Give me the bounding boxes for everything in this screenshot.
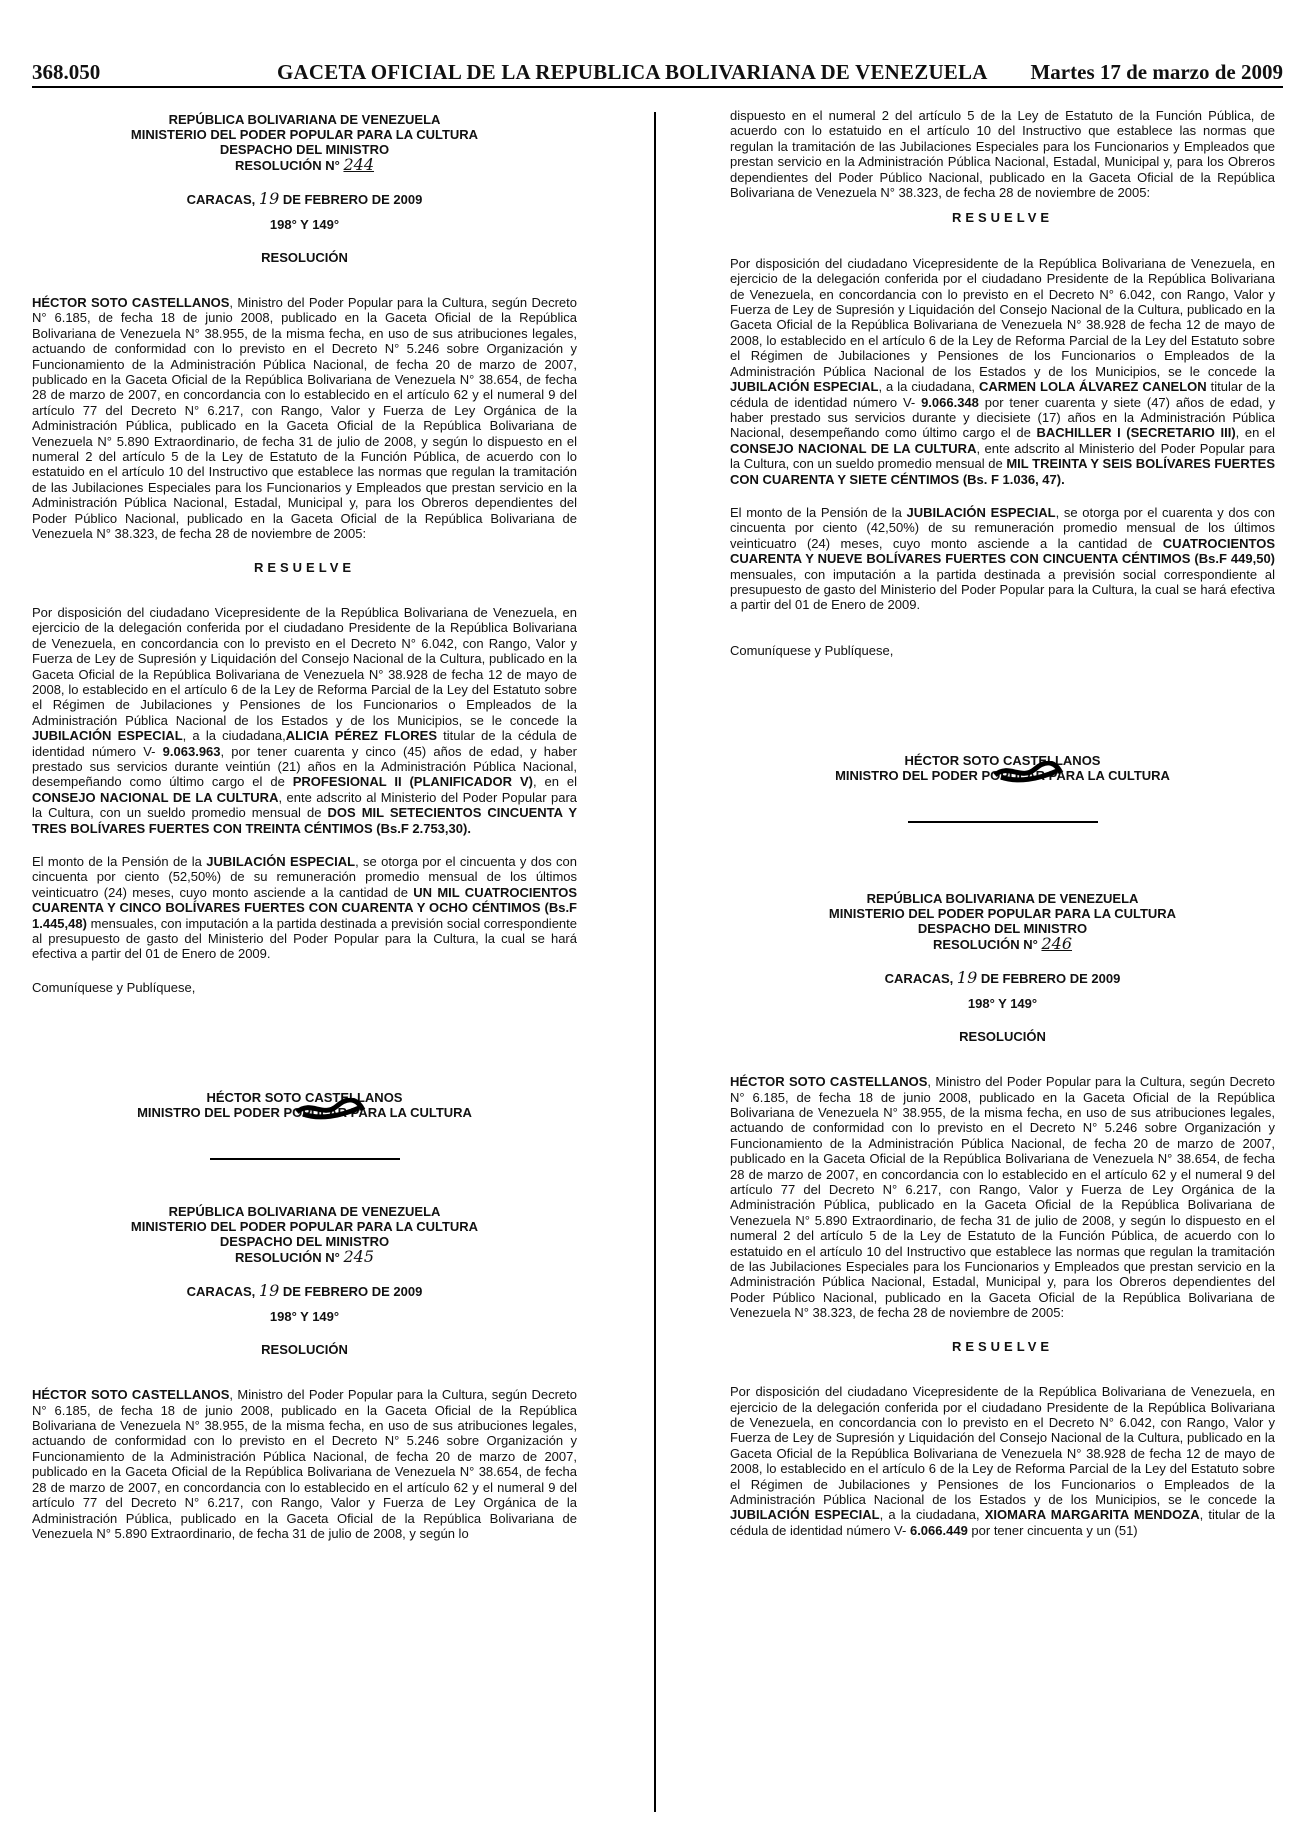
republic-line: REPÚBLICA BOLIVARIANA DE VENEZUELA	[168, 1204, 441, 1220]
ministry-line: MINISTERIO DEL PODER POPULAR PARA LA CULTURA	[828, 906, 1177, 922]
resolution-245-continued	[730, 108, 1275, 823]
resolution-number: RESOLUCIÓN N° 245	[234, 1247, 375, 1267]
resuelve-heading: RESUELVE	[253, 559, 356, 575]
closing-line: Comuníquese y Publíquese,	[32, 979, 196, 995]
right-column	[730, 108, 1275, 1538]
resolution-heading: RESOLUCIÓN	[261, 250, 348, 265]
signatory-title: MINISTRO DEL PODER POPULAR PARA LA CULTURA	[835, 768, 1170, 784]
resolution-body: Por disposición del ciudadano Vicepresidente de la República Bolivariana de Venezuela, en ejercicio de la delegación conferida por el ciudadano Presidente de la República Bolivariana de Venezuela, en concordancia con lo previsto en el Decreto N° 6.042, con Rango, Valor y Fuerza de Ley de Supresión y Liquidación del Consejo Nacional de la Cultura, publicado en la Gaceta Oficial de la República Bolivariana de Venezuela N° 38.928 de fecha 12 de mayo de 2008, lo establecido en el artículo 6 de la Ley de Reforma Parcial de la Ley del Estatuto sobre el Régimen de Jubilaciones y Pensiones de los Funcionarios o Empleados de la Administración Pública Nacional de los Estados y de los Municipios, se le concede la JUBILACIÓN ESPECIAL, a la ciudadana, CARMEN LOLA ÁLVAREZ CANELON titular de la cédula de identidad número V- 9.066.348 por tener cuarenta y siete (47) años de edad, y haber prestado sus servicios durante y diecisiete (17) años en la Administración Pública Nacional, desempeñando como último cargo el de BACHILLER I (SECRETARIO III), en el CONSEJO NACIONAL DE LA CULTURA, ente adscrito al Ministerio del Poder Popular para la Cultura, con un sueldo promedio mensual de MIL TREINTA Y SEIS BOLÍVARES FUERTES CON CUARENTA Y SIETE CÉNTIMOS (Bs. F 1.036, 47).	[730, 255, 1276, 487]
years: 198° Y 149°	[269, 1309, 340, 1325]
resuelve-heading: RESUELVE	[951, 1338, 1054, 1354]
gazette-title: GACETA OFICIAL DE LA REPUBLICA BOLIVARIANA DE VENEZUELA	[277, 60, 988, 84]
signature-block	[730, 753, 1275, 783]
signature-scribble	[991, 761, 1065, 783]
handwritten-number: 244	[343, 155, 375, 174]
left-column	[32, 112, 577, 1541]
resolution-heading: RESOLUCIÓN	[261, 1342, 348, 1358]
office-line: DESPACHO DEL MINISTRO	[219, 142, 390, 157]
ministry-line: MINISTERIO DEL PODER POPULAR PARA LA CULTURA	[130, 127, 479, 142]
signatory-title: MINISTRO DEL PODER POPULAR PARA LA CULTURA	[137, 1105, 472, 1121]
signatory-name: HÉCTOR SOTO CASTELLANOS	[904, 753, 1101, 769]
preamble: HÉCTOR SOTO CASTELLANOS, Ministro del Poder Popular para la Cultura, según Decreto N° 6.185, de fecha 18 de junio 2008, publicado en la Gaceta Oficial de la República Bolivariana de Venezuela N° 38.955, de la misma fecha, en uso de sus atribuciones legales, actuando de conformidad con lo previsto en el Decreto N° 5.246 sobre Organización y Funcionamiento de la Administración Pública Nacional, de fecha 20 de marzo de 2007, publicado en la Gaceta Oficial de la República Bolivariana de Venezuela N° 38.654, de fecha 28 de marzo de 2007, en concordancia con lo establecido en el artículo 62 y el numeral 9 del artículo 77 del Decreto N° 6.217, con Rango, Valor y Fuerza de Ley Orgánica de la Administración Pública, publicado en la Gaceta Oficial de la República Bolivariana de Venezuela N° 5.890 Extraordinario, de fecha 31 de julio de 2008, y según lo	[32, 1387, 577, 1541]
place-date: CARACAS, 19 DE FEBRERO DE 2009	[186, 189, 423, 208]
handwritten-day: 19	[258, 1281, 280, 1301]
resolution-body: Por disposición del ciudadano Vicepresidente de la República Bolivariana de Venezuela, en ejercicio de la delegación conferida por el ciudadano Presidente de la República Bolivariana de Venezuela, en concordancia con lo previsto en el Decreto N° 6.042, con Rango, Valor y Fuerza de Ley de Supresión y Liquidación del Consejo Nacional de la Cultura, publicado en la Gaceta Oficial de la República Bolivariana de Venezuela N° 38.928 de fecha 12 de mayo de 2008, lo establecido en el artículo 6 de la Ley de Reforma Parcial de la Ley del Estatuto sobre el Régimen de Jubilaciones y Pensiones de los Funcionarios o Empleados de la Administración Pública Nacional de los Estados y de los Municipios, se le concede la JUBILACIÓN ESPECIAL, a la ciudadana, XIOMARA MARGARITA MENDOZA, titular de la cédula de identidad número V- 6.066.449 por tener cincuenta y un (51)	[730, 1384, 1275, 1538]
closing-line: Comuníquese y Publíquese,	[730, 642, 894, 658]
resuelve-heading: RESUELVE	[951, 210, 1054, 226]
signature-block	[32, 1090, 577, 1120]
republic-line: REPÚBLICA BOLIVARIANA DE VENEZUELA	[866, 891, 1139, 907]
preamble: HÉCTOR SOTO CASTELLANOS, Ministro del Poder Popular para la Cultura, según Decreto N° 6.185, de fecha 18 de junio 2008, publicado en la Gaceta Oficial de la República Bolivariana de Venezuela N° 38.955, de la misma fecha, en uso de sus atribuciones legales, actuando de conformidad con lo previsto en el Decreto N° 5.246 sobre Organización y Funcionamiento de la Administración Pública Nacional, de fecha 20 de marzo de 2007, publicado en la Gaceta Oficial de la República Bolivariana de Venezuela N° 38.654, de fecha 28 de marzo de 2007, en concordancia con lo establecido en el artículo 62 y el numeral 9 del artículo 77 del Decreto N° 6.217, con Rango, Valor y Fuerza de Ley Orgánica de la Administración Pública, publicado en la Gaceta Oficial de la República Bolivariana de Venezuela N° 5.890 Extraordinario, de fecha 31 de julio de 2008, y según lo dispuesto en el numeral 2 del artículo 5 de la Ley de Estatuto de la Función Pública, de acuerdo con lo estatuido en el artículo 10 del Instructivo que establece las normas que regulan la tramitación de las Jubilaciones Especiales para los Funcionarios y Empleados que prestan servicio en la Administración Pública Nacional, Estadal, Municipal y, para los Obreros dependientes del Poder Público Nacional, publicado en la Gaceta Oficial de la República Bolivariana de Venezuela N° 38.323, de fecha 28 de noviembre de 2005:	[730, 1074, 1275, 1321]
resolution-245	[32, 1204, 577, 1541]
preamble: HÉCTOR SOTO CASTELLANOS, Ministro del Poder Popular para la Cultura, según Decreto N° 6.185, de fecha 18 de junio 2008, publicado en la Gaceta Oficial de la República Bolivariana de Venezuela N° 38.955, de la misma fecha, en uso de sus atribuciones legales, actuando de conformidad con lo previsto en el Decreto N° 5.246 sobre Organización y Funcionamiento de la Administración Pública Nacional, de fecha 20 de marzo de 2007, publicado en la Gaceta Oficial de la República Bolivariana de Venezuela N° 38.654, de fecha 28 de marzo de 2007, en concordancia con lo establecido en el artículo 62 y el numeral 9 del artículo 77 del Decreto N° 6.217, con Rango, Valor y Fuerza de Ley Orgánica de la Administración Pública, publicado en la Gaceta Oficial de la República Bolivariana de Venezuela N° 5.890 Extraordinario, de fecha 31 de julio de 2008, y según lo dispuesto en el numeral 2 del artículo 5 de la Ley de Estatuto de la Función Pública, de acuerdo con lo estatuido en el artículo 10 del Instructivo que establece las normas que regulan la tramitación de las Jubilaciones Especiales para los Funcionarios y Empleados que prestan servicio en la Administración Pública Nacional, Estadal, Municipal y, para los Obreros dependientes del Poder Público Nacional, publicado en la Gaceta Oficial de la República Bolivariana de Venezuela N° 38.323, de fecha 28 de noviembre de 2005:	[32, 295, 577, 542]
place-date: CARACAS, 19 DE FEBRERO DE 2009	[884, 968, 1121, 988]
resolution-heading: RESOLUCIÓN	[959, 1029, 1046, 1045]
resolution-246	[730, 891, 1275, 1538]
column-divider	[654, 112, 656, 1812]
office-line: DESPACHO DEL MINISTRO	[219, 1234, 390, 1250]
signature-scribble	[293, 1098, 367, 1120]
years: 198° Y 149°	[269, 217, 340, 232]
office-line: DESPACHO DEL MINISTRO	[917, 921, 1088, 937]
signatory-name: HÉCTOR SOTO CASTELLANOS	[206, 1090, 403, 1106]
pension-paragraph: El monto de la Pensión de la JUBILACIÓN ESPECIAL, se otorga por el cincuenta y dos con cincuenta por ciento (52,50%) de su remuneración promedio mensual de los últimos veinticuatro (24) meses, cuyo monto asciende a la cantidad de UN MIL CUATROCIENTOS CUARENTA Y CINCO BOLÍVARES FUERTES CON CUARENTA Y OCHO CÉNTIMOS (Bs.F 1.445,48) mensuales, con imputación a la partida destinada a previsión social correspondiente al presupuesto de gasto del Ministerio del Poder Popular para la Cultura, la cual se hará efectiva a partir del 01 de Enero de 2009.	[32, 854, 578, 962]
ministry-line: MINISTERIO DEL PODER POPULAR PARA LA CULTURA	[130, 1219, 479, 1235]
resolution-body: Por disposición del ciudadano Vicepresidente de la República Bolivariana de Venezuela, en ejercicio de la delegación conferida por el ciudadano Presidente de la República Bolivariana de Venezuela, en concordancia con lo previsto en el Decreto N° 6.042, con Rango, Valor y Fuerza de Ley de Supresión y Liquidación del Consejo Nacional de la Cultura, publicado en la Gaceta Oficial de la República Bolivariana de Venezuela N° 38.928 de fecha 12 de mayo de 2008, lo establecido en el artículo 6 de la Ley de Reforma Parcial de la Ley del Estatuto sobre el Régimen de Jubilaciones y Pensiones de los Funcionarios o Empleados de la Administración Pública Nacional de los Estados y de los Municipios, se le concede la JUBILACIÓN ESPECIAL, a la ciudadana,ALICIA PÉREZ FLORES titular de la cédula de identidad número V- 9.063.963, por tener cuarenta y cinco (45) años de edad, y haber prestado sus servicios durante veintiún (21) años en la Administración Pública Nacional, desempeñando como último cargo el de PROFESIONAL II (PLANIFICADOR V), en el CONSEJO NACIONAL DE LA CULTURA, ente adscrito al Ministerio del Poder Popular para la Cultura, con un sueldo promedio mensual de DOS MIL SETECIENTOS CINCUENTA Y TRES BOLÍVARES FUERTES CON TREINTA CÉNTIMOS (Bs.F 2.753,30).	[32, 604, 578, 836]
issue-date: Martes 17 de marzo de 2009	[1030, 60, 1283, 84]
pension-paragraph: El monto de la Pensión de la JUBILACIÓN ESPECIAL, se otorga por el cuarenta y dos con cincuenta por ciento (42,50%) de su remuneración promedio mensual de los últimos veinticuatro (24) meses, cuyo monto asciende a la cantidad de CUATROCIENTOS CUARENTA Y NUEVE BOLÍVARES FUERTES CON CINCUENTA CÉNTIMOS (Bs.F 449,50) mensuales, con imputación a la partida destinada a previsión social correspondiente al presupuesto de gasto del Ministerio del Poder Popular para la Cultura, la cual se hará efectiva a partir del 01 de Enero de 2009.	[730, 504, 1276, 613]
republic-line: REPÚBLICA BOLIVARIANA DE VENEZUELA	[168, 112, 441, 127]
page-number: 368.050	[32, 60, 101, 84]
handwritten-number: 245	[343, 1247, 375, 1267]
resolution-244	[32, 112, 577, 1160]
handwritten-day: 19	[956, 968, 978, 988]
place-date: CARACAS, 19 DE FEBRERO DE 2009	[186, 1281, 423, 1301]
handwritten-number: 246	[1041, 934, 1073, 954]
preamble-continuation: dispuesto en el numeral 2 del artículo 5 de la Ley de Estatuto de la Función Pública, de acuerdo con lo estatuido en el artículo 10 del Instructivo que establece las normas que regulan la tramitación de las Jubilaciones Especiales para los Funcionarios y Empleados que prestan servicio en la Administración Pública Nacional, Estadal, Municipal y, para los Obreros dependientes del Poder Público Nacional, publicado en la Gaceta Oficial de la República Bolivariana de Venezuela N° 38.323, de fecha 28 de noviembre de 2005:	[730, 108, 1275, 201]
handwritten-day: 19	[258, 189, 280, 208]
years: 198° Y 149°	[967, 996, 1038, 1012]
header-rule	[32, 86, 1283, 88]
resolution-number: RESOLUCIÓN N° 244	[234, 155, 375, 174]
resolution-number: RESOLUCIÓN N° 246	[932, 934, 1073, 954]
